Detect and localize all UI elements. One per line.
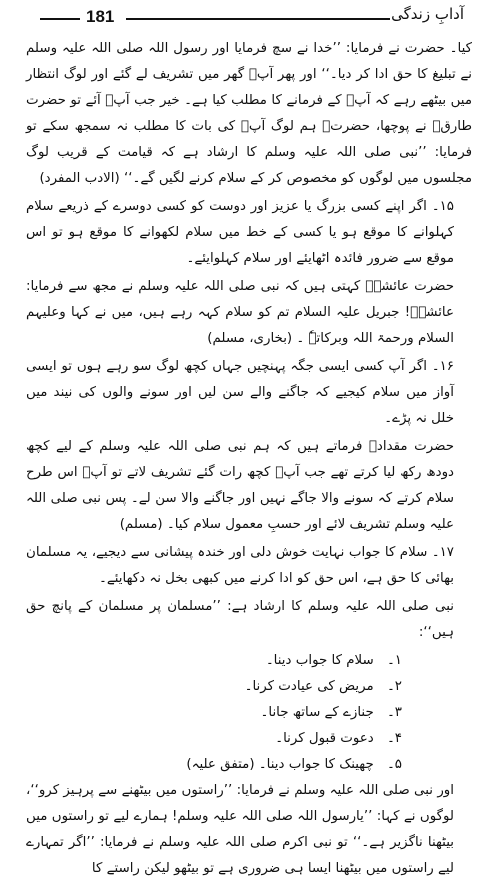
list-item-number: ۲۔: [386, 679, 402, 694]
list-item: [26, 674, 402, 700]
page-body: [26, 36, 472, 882]
paragraph-3: حضرت عائشہؓ کہتی ہیں کہ نبی صلی اللہ علیہ وسلم نے مجھ سے فرمایا: عائشہؓ! جبریل علیہ السلام تم کو سلام کہہ رہے ہیں، میں نے کہا وعلیہم السلام ورحمۃ اللہ وبرکاتہٗ ۔ (بخاری، مسلم): [26, 279, 454, 346]
paragraph-1: کیا۔ حضرت نے فرمایا: ’’خدا نے سچ فرمایا اور رسول اللہ صلی اللہ علیہ وسلم نے تبلیغ کا حق ادا کر دیا۔‘‘ اور پھر آپؐ گھر میں تشریف لے گئے اور لوگ انتظار میں بیٹھے رہے کہ آپؐ کے فرمانے کا مطلب کیا ہے۔ خیر جب آپؐ آئے تو حضرت طارقؓ نے پوچھا، حضرتؐ ہم لوگ آپؐ کی بات کا مطلب نہ سمجھ سکے تو فرمایا: ’’نبی صلی اللہ علیہ وسلم کا ارشاد ہے کہ قیامت کے قریب لوگ مجلسوں میں لوگوں کو مخصوص کر کے سلام کرنے لگیں گے۔‘‘ (الادب المفرد): [26, 41, 472, 186]
list-item-number: ۱۔: [386, 653, 402, 668]
list-item-number: ۵۔: [386, 757, 402, 772]
list-item: [26, 700, 402, 726]
list-item-text: سلام کا جواب دینا۔: [265, 653, 374, 668]
paragraph-2: ۱۵۔ اگر اپنے کسی بزرگ یا عزیز اور دوست کو کسی دوسرے کے ذریعے سلام کہلوانے کا موقع ہو یا کسی کے خط میں سلام لکھوانے کا موقع ہو تو اس موقع سے ضرور فائدہ اٹھایئے اور سلام کہلوایئے۔: [26, 199, 454, 266]
running-title: آدابِ زندگی: [391, 5, 464, 23]
list-item: [26, 752, 402, 778]
list-item: [26, 726, 402, 752]
paragraph-7: نبی صلی اللہ علیہ وسلم کا ارشاد ہے: ’’مسلمان پر مسلمان کے پانچ حق ہیں‘‘:: [26, 599, 454, 640]
header-rule: [126, 18, 390, 20]
paragraph-5: حضرت مقدادؓ فرماتے ہیں کہ ہم نبی صلی اللہ علیہ وسلم کے لیے کچھ دودھ رکھ لیا کرتے تھے جب آپؐ کچھ رات گئے تشریف لاتے تو آپؐ اس طرح سلام کرتے کہ سونے والا جاگے نہیں اور جاگنے والا سن لے۔ پس نبی صلی اللہ علیہ وسلم تشریف لائے اور حسبِ معمول سلام کیا۔ (مسلم): [26, 439, 454, 532]
header-rule-left: [40, 18, 80, 20]
page-header: [26, 0, 472, 36]
list-item-number: ۴۔: [386, 731, 402, 746]
rights-list: [26, 648, 472, 778]
page-number: 181: [86, 7, 115, 26]
list-item-text: چھینک کا جواب دینا۔ (متفق علیہ): [186, 757, 374, 772]
paragraph-4: ۱۶۔ اگر آپ کسی ایسی جگہ پہنچیں جہاں کچھ لوگ سو رہے ہوں تو ایسی آواز میں سلام کیجیے کہ جاگنے والے سن لیں اور سونے والوں کی نیند میں خلل نہ پڑے۔: [26, 359, 454, 426]
list-item-text: مریض کی عیادت کرنا۔: [244, 679, 374, 694]
list-item-number: ۳۔: [386, 705, 402, 720]
paragraph-6: ۱۷۔ سلام کا جواب نہایت خوش دلی اور خندہ پیشانی سے دیجیے، یہ مسلمان بھائی کا حق ہے، اس حق کو ادا کرنے میں کبھی بخل نہ دکھایئے۔: [26, 545, 454, 586]
list-item: [26, 648, 402, 674]
list-item-text: دعوت قبول کرنا۔: [275, 731, 374, 746]
closing-paragraph: اور نبی صلی اللہ علیہ وسلم نے فرمایا: ’’راستوں میں بیٹھنے سے پرہیز کرو‘‘، لوگوں نے کہا: ’’یارسول اللہ صلی اللہ علیہ وسلم! ہمارے لیے تو راستوں میں بیٹھنا ناگزیر ہے۔‘‘ تو نبی اکرم صلی اللہ علیہ وسلم نے فرمایا: ’’اگر تمہارے لیے راستوں میں بیٹھنا ایسا ہی ضروری ہے تو بیٹھو لیکن راستے کا: [26, 783, 454, 876]
list-item-text: جنازے کے ساتھ جانا۔: [260, 705, 374, 720]
